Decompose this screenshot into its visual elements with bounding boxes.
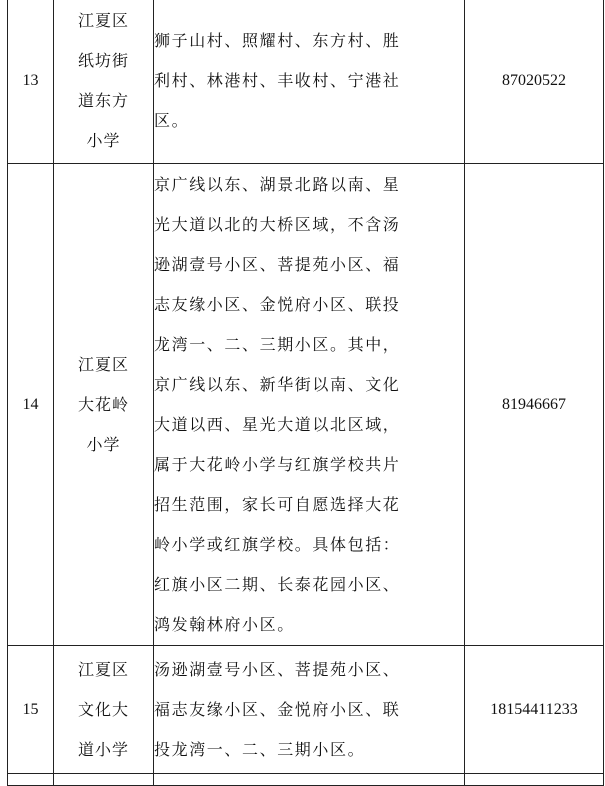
- area-line: 大道以西、星光大道以北区域，: [154, 414, 401, 434]
- empty-cell: [54, 774, 154, 786]
- area-line: 京广线以东、湖景北路以南、星: [154, 174, 401, 194]
- area-line: 红旗小区二期、长泰花园小区、: [154, 574, 401, 594]
- area-line: 鸿发翰林府小区。: [154, 614, 295, 634]
- empty-cell: [465, 774, 604, 786]
- school-name: [54, 0, 154, 164]
- area-line: 志友缘小区、金悦府小区、联投: [154, 294, 401, 314]
- area-line: 京广线以东、新华街以南、文化: [154, 374, 401, 394]
- row-number: 15: [8, 646, 54, 774]
- area-line: 属于大花岭小学与红旗学校共片: [154, 454, 401, 474]
- area-line: 龙湾一、二、三期小区。其中，: [154, 334, 401, 354]
- table-body: [8, 0, 604, 786]
- school-name-line: 小学: [86, 434, 121, 454]
- enrollment-area: [154, 0, 465, 164]
- area-line: 福志友缘小区、金悦府小区、联: [154, 699, 401, 719]
- table-row-partial: [8, 774, 604, 786]
- area-line: 逊湖壹号小区、菩提苑小区、福: [154, 254, 401, 274]
- school-name-line: 道东方: [77, 91, 129, 110]
- school-name-line: 江夏区: [77, 354, 129, 374]
- contact-phone: 81946667: [465, 164, 604, 646]
- school-name-line: 文化大: [77, 699, 129, 719]
- row-number: 14: [8, 164, 54, 646]
- area-line: 招生范围，家长可自愿选择大花: [154, 494, 401, 514]
- table-row: [8, 0, 604, 164]
- empty-cell: [8, 774, 54, 786]
- school-name-line: 小学: [86, 131, 121, 150]
- area-line: 汤逊湖壹号小区、菩提苑小区、: [154, 659, 401, 679]
- enrollment-area: [154, 646, 465, 774]
- table-row: [8, 646, 604, 774]
- school-name: [54, 164, 154, 646]
- area-line: 光大道以北的大桥区域，不含汤: [154, 214, 401, 234]
- empty-cell: [154, 774, 465, 786]
- contact-phone: 18154411233: [465, 646, 604, 774]
- area-line: 利村、林港村、丰收村、宁港社: [154, 71, 401, 90]
- table-row: [8, 164, 604, 646]
- school-name-line: 纸坊街: [77, 51, 129, 70]
- school-name-line: 江夏区: [77, 659, 129, 679]
- school-zone-table: [7, 0, 604, 786]
- row-number: 13: [8, 0, 54, 164]
- area-line: 投龙湾一、二、三期小区。: [154, 739, 366, 759]
- school-name: [54, 646, 154, 774]
- school-name-line: 江夏区: [77, 11, 129, 30]
- area-line: 狮子山村、照耀村、东方村、胜: [154, 31, 401, 50]
- area-line: 区。: [154, 111, 190, 130]
- school-name-line: 大花岭: [77, 394, 129, 414]
- contact-phone: 87020522: [465, 0, 604, 164]
- school-name-line: 道小学: [77, 739, 129, 759]
- area-line: 岭小学或红旗学校。具体包括：: [154, 534, 401, 554]
- enrollment-area: [154, 164, 465, 646]
